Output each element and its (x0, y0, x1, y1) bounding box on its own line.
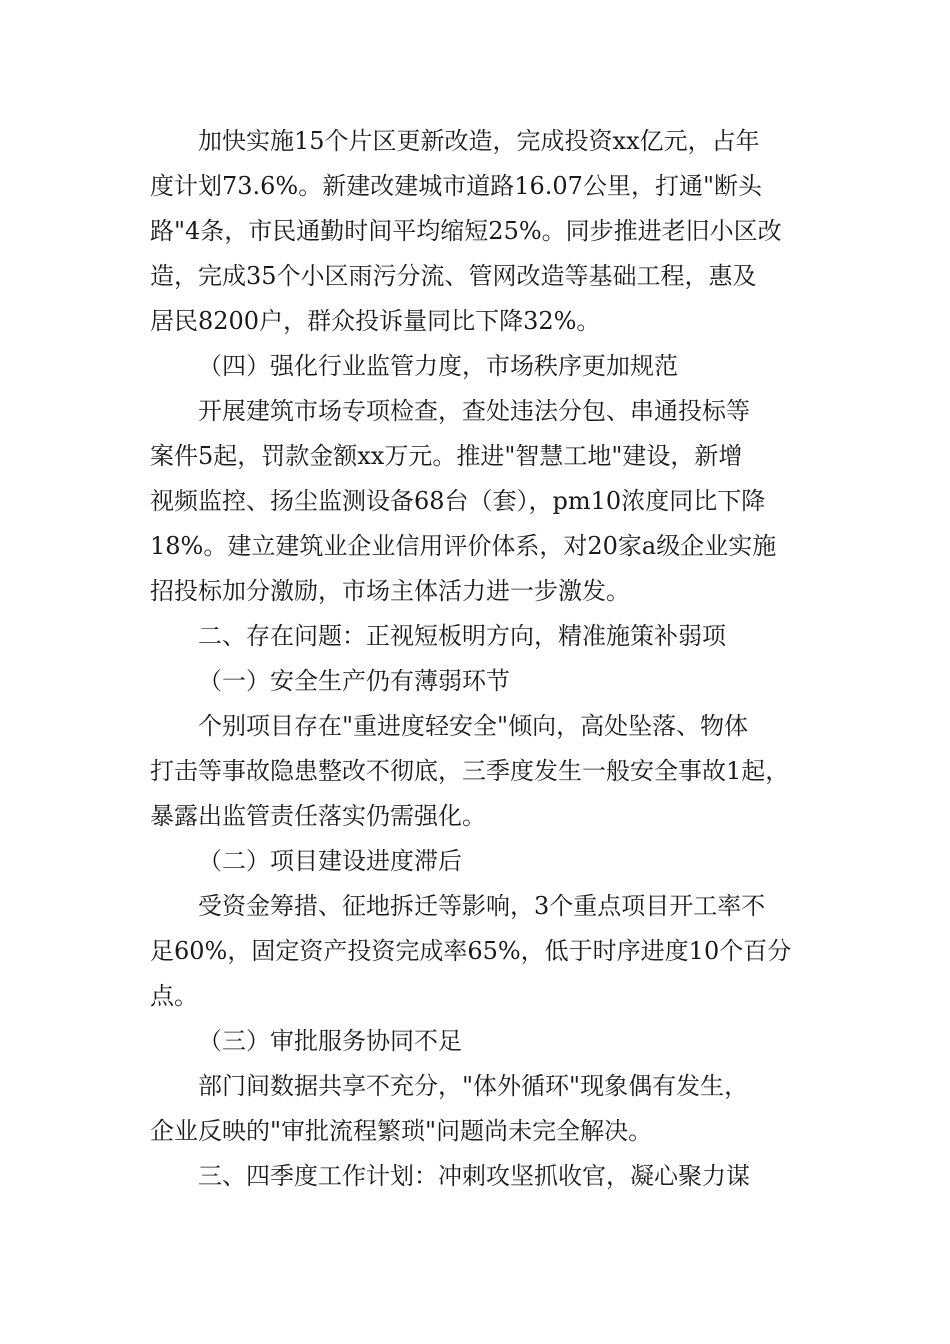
section-heading: （一）安全生产仍有薄弱环节 (198, 667, 510, 695)
paragraph-line: 视频监控、扬尘监测设备68台（套），pm10浓度同比下降 (150, 487, 766, 515)
paragraph-line: 案件5起，罚款金额xx万元。推进"智慧工地"建设，新增 (150, 442, 743, 470)
paragraph-line: 个别项目存在"重进度轻安全"倾向，高处坠落、物体 (198, 712, 749, 740)
paragraph-line: 足60%，固定资产投资完成率65%，低于时序进度10个百分 (150, 937, 792, 965)
section-heading: 三、四季度工作计划：冲刺攻坚抓收官，凝心聚力谋 (198, 1162, 750, 1190)
paragraph-line: 点。 (150, 982, 198, 1010)
paragraph-line: 企业反映的"审批流程繁琐"问题尚未完全解决。 (150, 1117, 653, 1145)
paragraph-line: 部门间数据共享不充分，"体外循环"现象偶有发生， (198, 1072, 749, 1100)
paragraph-line: 开展建筑市场专项检查，查处违法分包、串通投标等 (198, 397, 750, 425)
section-heading: （三）审批服务协同不足 (198, 1027, 462, 1055)
paragraph-line: 招投标加分激励，市场主体活力进一步激发。 (150, 577, 630, 605)
paragraph-line: 度计划73.6%。新建改建城市道路16.07公里，打通"断头 (150, 172, 762, 200)
paragraph-line: 暴露出监管责任落实仍需强化。 (150, 802, 486, 830)
section-heading: （四）强化行业监管力度，市场秩序更加规范 (198, 352, 678, 380)
paragraph-line: 打击等事故隐患整改不彻底，三季度发生一般安全事故1起， (150, 757, 790, 785)
paragraph-line: 路"4条，市民通勤时间平均缩短25%。同步推进老旧小区改 (150, 217, 782, 245)
paragraph-line: 加快实施15个片区更新改造，完成投资xx亿元，占年 (198, 127, 760, 155)
section-heading: 二、存在问题：正视短板明方向，精准施策补弱项 (198, 622, 726, 650)
section-heading: （二）项目建设进度滞后 (198, 847, 462, 875)
paragraph-line: 造，完成35个小区雨污分流、管网改造等基础工程，惠及 (150, 262, 757, 290)
paragraph-line: 居民8200户，群众投诉量同比下降32%。 (150, 307, 601, 335)
paragraph-line: 18%。建立建筑业企业信用评价体系，对20家a级企业实施 (150, 532, 777, 560)
paragraph-line: 受资金筹措、征地拆迁等影响，3个重点项目开工率不 (198, 892, 766, 920)
